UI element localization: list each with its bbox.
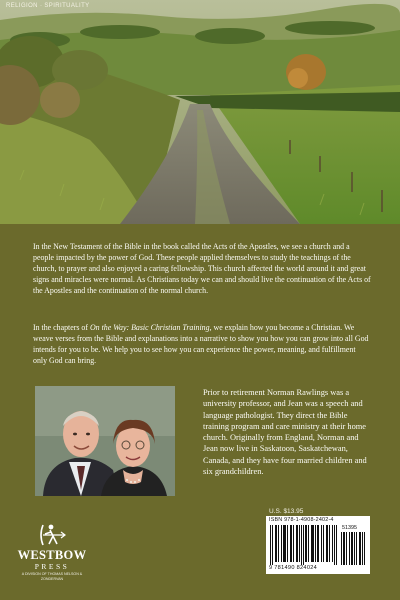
landscape-photo xyxy=(0,0,400,224)
addon-number: 51395 xyxy=(342,525,357,531)
description-paragraph-2 xyxy=(33,322,371,366)
description-paragraph-1: In the New Testament of the Bible in the book called the Acts of the Apostles, we see a church and a people impacted by the power of God. These people applied themselves to study the teachings of the church, to prayer and also enjoyed a caring fellowship. This church affected the world around it and great signs and miracles were normal. As Christians today we can and should live the continuation of the Acts of the Apostles and the continuation of the normal church. xyxy=(33,242,371,296)
publisher-press: PRESS xyxy=(34,562,70,571)
barcode-block xyxy=(266,516,370,574)
isbn-label: ISBN 978-1-4908-2402-4 xyxy=(269,517,334,523)
paragraph-2-rest: , we explain how you become a Christian. We weave verses from the Bible and explanations into a narrative to show you how you can grow into all God intends for you to be. We help you to see how you can experience the power, meaning, and fulfillment only God can bring. xyxy=(33,323,369,366)
author-bio: Prior to retirement Norman Rawlings was a university professor, and Jean was a speech and language pathologist. They direct the Bible training program and care ministry at their home church. Originally from England, Norman and Jean now live in Saskatoon, Saskatchewan, Canada, and they have four married children and six grandchildren. xyxy=(203,388,367,477)
addon-barcode xyxy=(341,532,365,565)
book-title: On the Way: Basic Christian Training xyxy=(89,323,210,332)
price-label: U.S. $13.95 xyxy=(269,508,304,515)
category-label: RELIGION · SPIRITUALITY xyxy=(6,3,90,9)
barcode-number: 9 781490 824024 xyxy=(269,565,318,571)
publisher-division: A DIVISION OF THOMAS NELSON & ZONDERVAN xyxy=(21,572,83,581)
publisher-name: WESTBOW xyxy=(17,548,87,562)
archer-icon xyxy=(37,522,67,548)
ean-barcode xyxy=(270,525,338,565)
paragraph-2-intro: In the chapters of xyxy=(33,323,90,332)
publisher-logo xyxy=(12,522,92,592)
country-lane-image xyxy=(0,0,400,224)
author-photo xyxy=(35,386,175,496)
